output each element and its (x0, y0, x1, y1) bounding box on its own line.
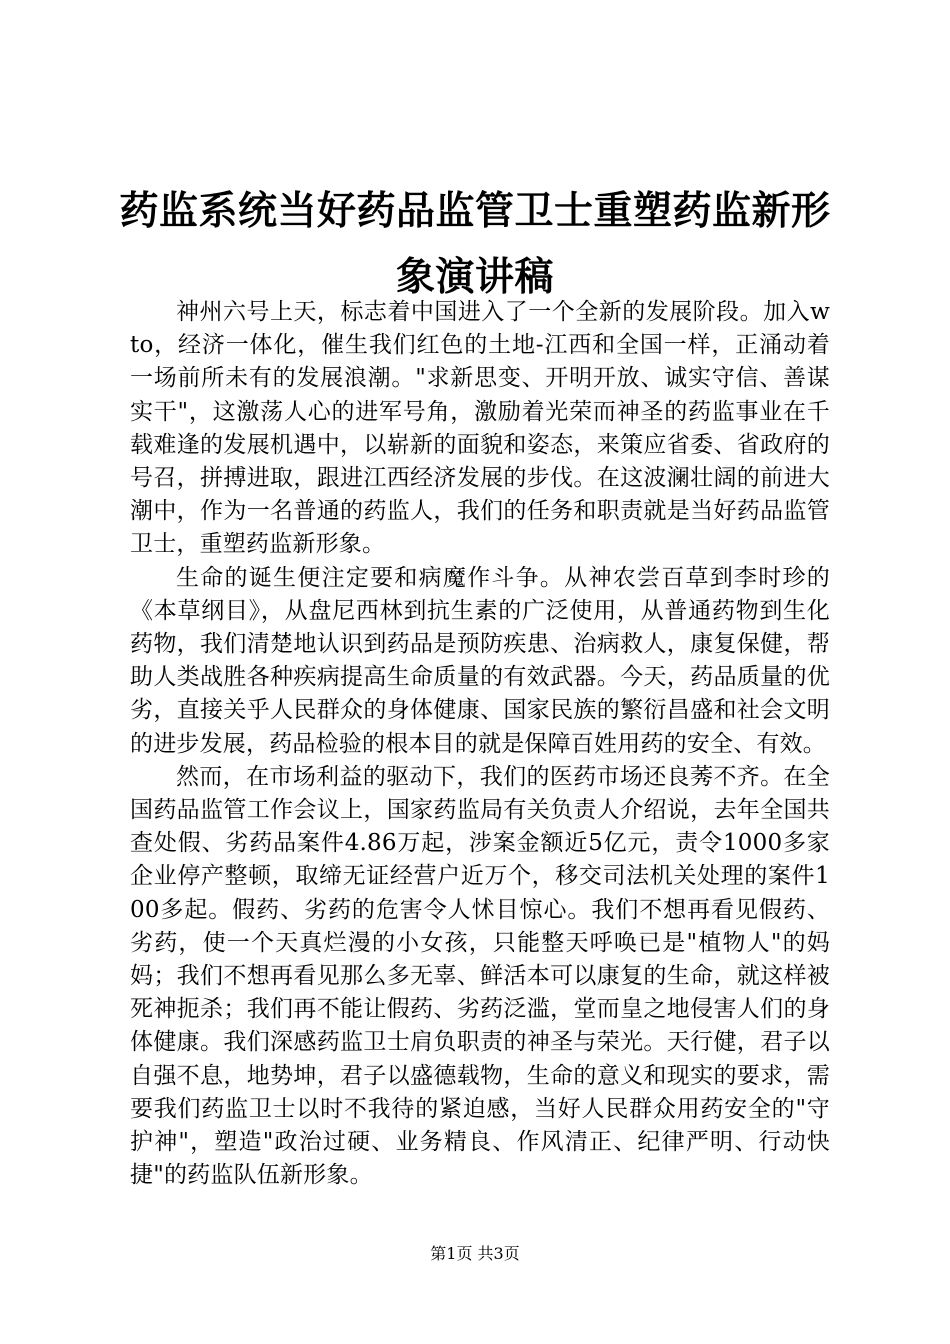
document-title: 药监系统当好药品监管卫士重塑药监新形象演讲稿 (119, 188, 831, 300)
document-body (130, 296, 830, 1192)
page-footer: 第1页 共3页 (430, 1244, 520, 1263)
paragraph-2: 生命的诞生便注定要和病魔作斗争。从神农尝百草到李时珍的《本草纲目》，从盘尼西林到抗生素的广泛使用，从普通药物到生化药物，我们清楚地认识到药品是预防疾患、治病救人，康复保健，帮助人类战胜各种疾病提高生命质量的有效武器。今天，药品质量的优劣，直接关乎人民群众的身体健康、国家民族的繁衍昌盛和社会文明的进步发展，药品检验的根本目的就是保障百姓用药的安全、有效。 (130, 564, 830, 757)
paragraph-3: 然而，在市场利益的驱动下，我们的医药市场还良莠不齐。在全国药品监管工作会议上，国家药监局有关负责人介绍说，去年全国共查处假、劣药品案件4.86万起，涉案金额近5亿元，责令1000多家企业停产整顿，取缔无证经营户近万个，移交司法机关处理的案件100多起。假药、劣药的危害令人怵目惊心。我们不想再看见假药、劣药，使一个天真烂漫的小女孩，只能整天呼唤已是"植物人"的妈妈；我们不想再看见那么多无辜、鲜活本可以康复的生命，就这样被死神扼杀；我们再不能让假药、劣药泛滥，堂而皇之地侵害人们的身体健康。我们深感药监卫士肩负职责的神圣与荣光。天行健，君子以自强不息，地势坤，君子以盛德载物，生命的意义和现实的要求，需要我们药监卫士以时不我待的紧迫感，当好人民群众用药安全的"守护神"，塑造"政治过硬、业务精良、作风清正、纪律严明、行动快捷"的药监队伍新形象。 (130, 763, 830, 1189)
paragraph-1: 神州六号上天，标志着中国进入了一个全新的发展阶段。加入wto，经济一体化，催生我们红色的土地-江西和全国一样，正涌动着一场前所未有的发展浪潮。"求新思变、开明开放、诚实守信、善谋实干"，这激荡人心的进军号角，激励着光荣而神圣的药监事业在千载难逢的发展机遇中，以崭新的面貌和姿态，来策应省委、省政府的号召，拼搏进取，跟进江西经济发展的步伐。在这波澜壮阔的前进大潮中，作为一名普通的药监人，我们的任务和职责就是当好药品监管卫士，重塑药监新形象。 (130, 299, 830, 558)
